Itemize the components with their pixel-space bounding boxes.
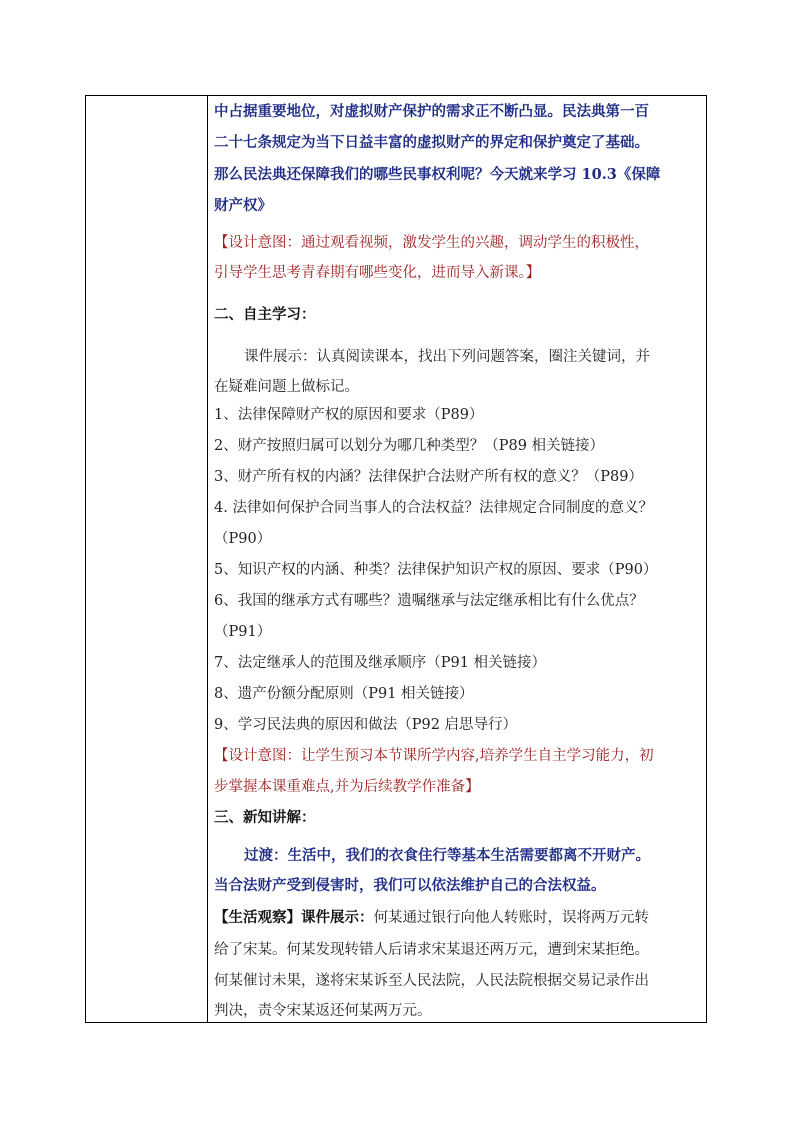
question-item: （P91）	[214, 624, 272, 640]
section-3-title: 三、新知讲解：	[214, 809, 316, 826]
life-observation-line-4: 判决，责令宋某返还何某两万元。	[214, 1003, 432, 1019]
question-item: 6、我国的继承方式有哪些？遗嘱继承与法定继承相比有什么优点？	[214, 593, 644, 609]
question-item: 1、法律保障财产权的原因和要求（P89）	[214, 407, 484, 423]
courseware-line-2: 在疑难问题上做标记。	[214, 379, 359, 395]
column-divider	[207, 96, 208, 1022]
design-intent-1-line-1: 【设计意图：通过观看视频，激发学生的兴趣，调动学生的积极性，	[214, 235, 649, 251]
design-intent-2-line-2: 步掌握本课重难点,并为后续教学作准备】	[214, 779, 480, 795]
design-intent-1-line-2: 引导学生思考青春期有哪些变化，进而导入新课。】	[214, 265, 541, 281]
question-item: 8、遗产份额分配原则（P91 相关链接）	[214, 686, 474, 702]
transition-line-2: 当合法财产受到侵害时，我们可以依法维护自己的合法权益。	[214, 877, 606, 894]
intro-line-1: 中占据重要地位，对虚拟财产保护的需求正不断凸显。民法典第一百	[214, 103, 649, 120]
life-observation-line-2: 给了宋某。何某发现转错人后请求宋某退还两万元，遭到宋某拒绝。	[214, 942, 649, 958]
courseware-line-1: 课件展示：认真阅读课本，找出下列问题答案，圈注关键词，并	[244, 349, 650, 365]
section-2-title: 二、自主学习：	[214, 306, 316, 323]
life-observation-line-1	[214, 906, 649, 927]
question-item: 3、财产所有权的内涵？法律保护合法财产所有权的意义？（P89）	[214, 469, 643, 485]
question-item: 5、知识产权的内涵、种类？法律保护知识产权的原因、要求（P90）	[214, 562, 658, 578]
intro-line-3: 那么民法典还保障我们的哪些民事权利呢？今天就来学习 10.3《保障	[214, 166, 661, 183]
transition-line-1: 过渡：生活中，我们的衣食住行等基本生活需要都离不开财产。	[244, 847, 650, 864]
question-item: 2、财产按照归属可以划分为哪几种类型？（P89 相关链接）	[214, 438, 605, 454]
lesson-table	[85, 95, 707, 1023]
question-item: 9、学习民法典的原因和做法（P92 启思导行）	[214, 717, 518, 733]
intro-line-2: 二十七条规定为当下日益丰富的虚拟财产的界定和保护奠定了基础。	[214, 134, 649, 151]
life-observation-line-3: 何某催讨未果，遂将宋某诉至人民法院，人民法院根据交易记录作出	[214, 973, 649, 989]
life-observation-text: 何某通过银行向他人转账时，误将两万元转	[373, 910, 649, 926]
question-item: 7、法定继承人的范围及继承顺序（P91 相关链接）	[214, 655, 547, 671]
question-item: 4. 法律如何保护合同当事人的合法权益？法律规定合同制度的意义？	[214, 500, 653, 516]
question-item: （P90）	[214, 531, 272, 547]
life-observation-label: 【生活观察】课件展示：	[214, 909, 374, 926]
intro-line-4: 财产权》	[214, 197, 272, 214]
design-intent-2-line-1: 【设计意图：让学生预习本节课所学内容,培养学生自主学习能力，初	[214, 748, 654, 764]
